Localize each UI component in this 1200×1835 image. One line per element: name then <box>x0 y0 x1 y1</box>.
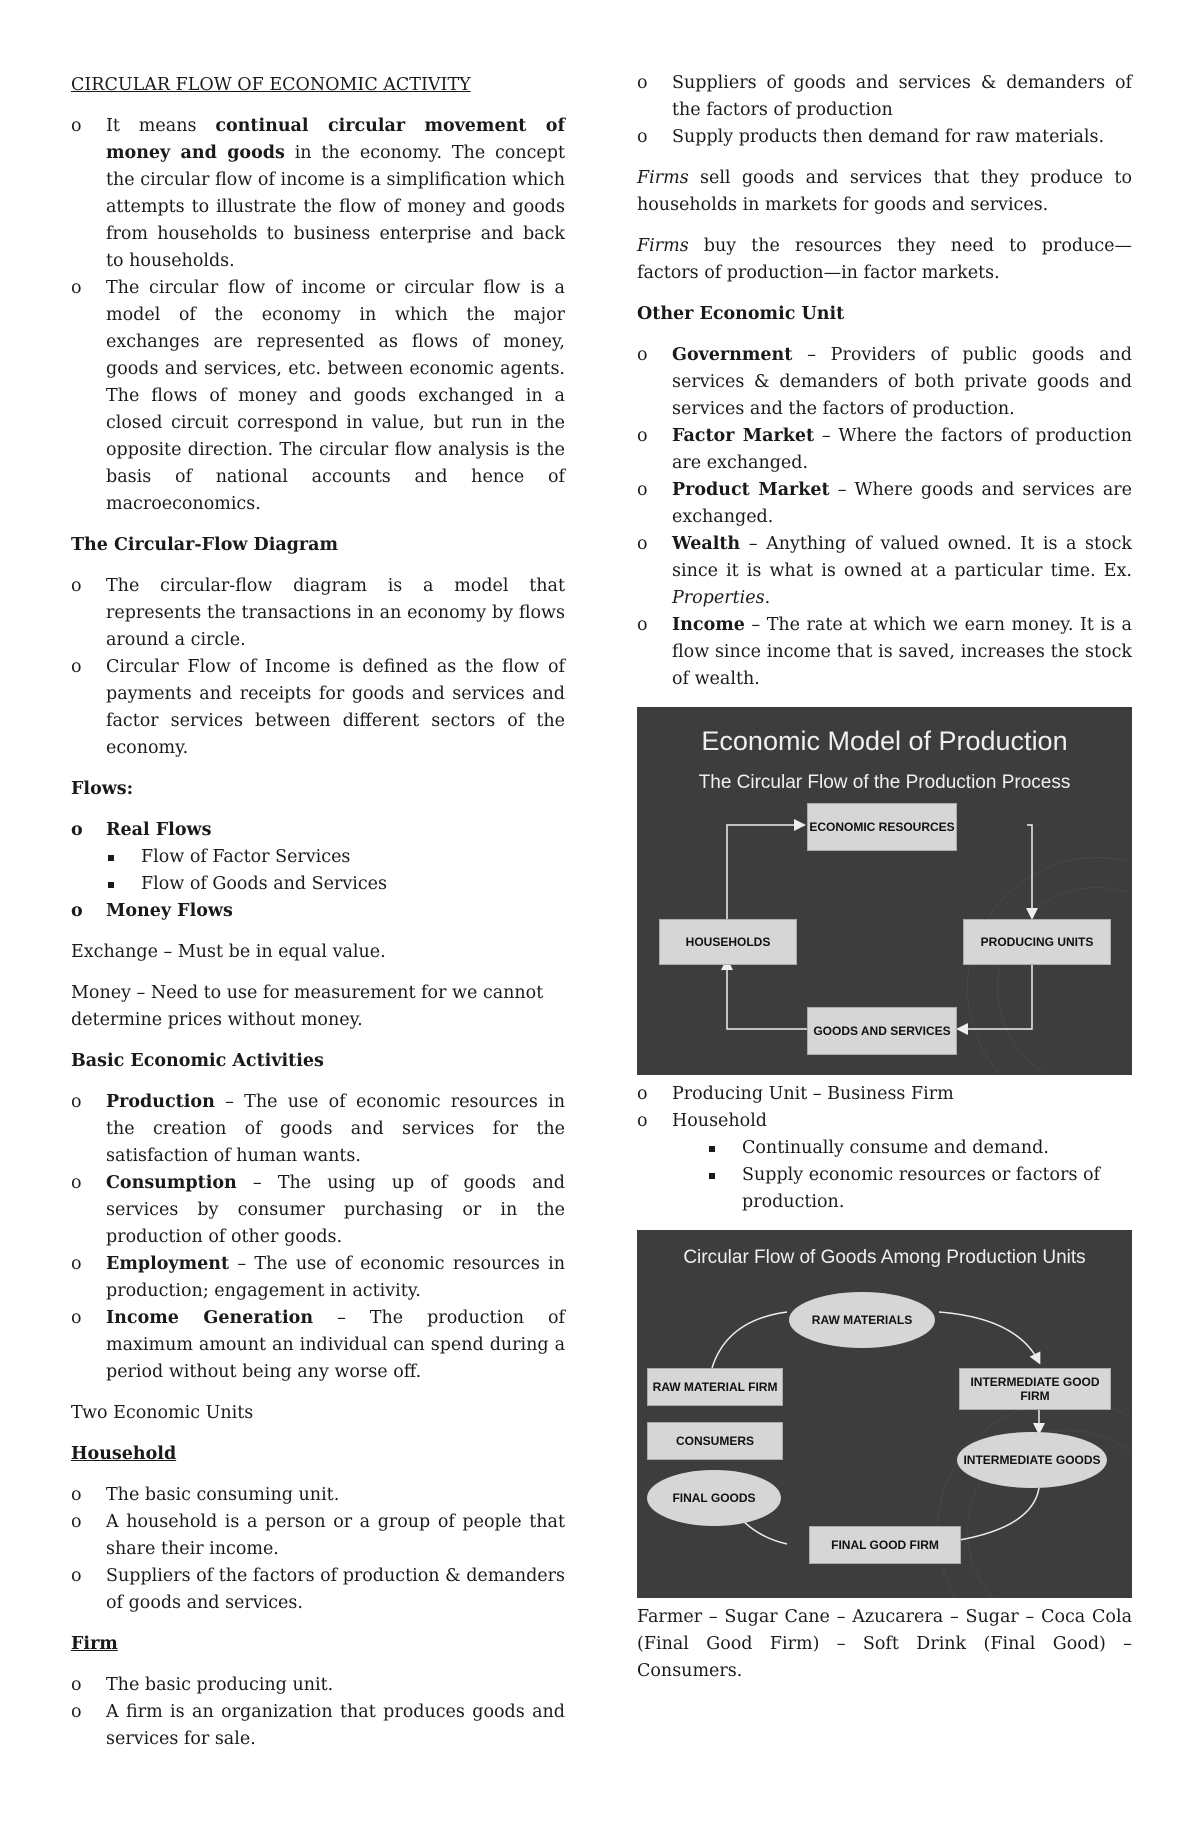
firm-continued-list <box>637 70 1132 151</box>
raw-materials-node: RAW MATERIALS <box>789 1292 935 1348</box>
list-item: o A household is a person or a group of people that share their income. <box>71 1509 565 1563</box>
goods-flow-diagram <box>637 1230 1132 1598</box>
term: Income <box>672 615 745 635</box>
two-units-text: Two Economic Units <box>71 1403 254 1423</box>
list-item <box>637 1108 1132 1216</box>
consumers-box: CONSUMERS <box>647 1422 783 1460</box>
list-item <box>71 898 565 925</box>
list-item: o The basic producing unit. <box>71 1672 565 1699</box>
list-item <box>71 1089 565 1170</box>
term: Production <box>106 1092 215 1112</box>
list-item: o Producing Unit – Business Firm <box>637 1081 1132 1108</box>
firms-sell-text <box>637 165 1132 219</box>
list-item: o Suppliers of goods and services & demanders of the factors of production <box>637 70 1132 124</box>
final-good-firm-box: FINAL GOOD FIRM <box>809 1526 961 1564</box>
definition: – The use of economic resources in production; engagement in activity. <box>106 1254 565 1301</box>
arrow <box>939 1312 1039 1362</box>
list-item: o The basic consuming unit. <box>71 1482 565 1509</box>
list-item <box>637 612 1132 693</box>
term: Consumption <box>106 1173 237 1193</box>
definition: – The rate at which we earn money. It is a flow since income that is saved, increases the stock of wealth. <box>672 615 1132 689</box>
document-title: CIRCULAR FLOW OF ECONOMIC ACTIVITY <box>71 75 471 95</box>
goods-and-services-box: GOODS AND SERVICES <box>807 1007 957 1055</box>
list-item <box>637 342 1132 423</box>
example-chain-text: Farmer – Sugar Cane – Azucarera – Sugar – Coca Cola (Final Good Firm) – Soft Drink (Final Good) – Consumers. <box>637 1607 1132 1681</box>
arrow <box>727 961 807 1029</box>
arrow <box>712 1312 787 1368</box>
section-heading-other-economic-unit: Other Economic Unit <box>637 304 845 324</box>
right-column <box>637 0 1132 1699</box>
raw-material-firm-box: RAW MATERIAL FIRM <box>647 1368 783 1406</box>
list-item <box>71 113 565 275</box>
diagram-title: Economic Model of Production <box>701 726 1068 756</box>
economic-resources-box: ECONOMIC RESOURCES <box>807 803 957 851</box>
term: Product Market <box>672 480 830 500</box>
left-column <box>71 0 565 1767</box>
producing-units-box: PRODUCING UNITS <box>963 919 1111 965</box>
term: Government <box>672 345 793 365</box>
firm-list <box>71 1672 565 1753</box>
list-item: o The circular-flow diagram is a model that represents the transactions in an economy by flows around a circle. <box>71 573 565 654</box>
punctuation: . <box>764 588 771 608</box>
list-item: o The circular flow of income or circular flow is a model of the economy in which the major exchanges are represented as flows of money, goods and services, etc. between economic agents. The flows of money and goods exchanged in a closed circuit correspond in value, but run in the opposite direction. The circular flow analysis is the basis of national accounts and hence of macroeconomics. <box>71 275 565 518</box>
list-item: Continually consume and demand. <box>707 1135 1132 1162</box>
firms-term: Firms <box>637 168 689 188</box>
real-flows-label: Real Flows <box>106 820 212 840</box>
section-heading-circular-flow-diagram: The Circular-Flow Diagram <box>71 535 338 555</box>
definition: – The use of economic resources in the creation of goods and services for the satisfaction of human wants. <box>106 1092 565 1166</box>
list-item <box>637 423 1132 477</box>
after-diagram-list <box>637 1081 1132 1216</box>
diagram-title: Circular Flow of Goods Among Production Units <box>683 1247 1086 1268</box>
intro-text: in the economy. The concept the circular flow of income is a simplification which attempts to illustrate the flow of money and goods from households to business enterprise and back to households. <box>106 143 565 271</box>
list-item: o Supply products then demand for raw materials. <box>637 124 1132 151</box>
term: Income Generation <box>106 1308 314 1328</box>
list-item <box>71 1170 565 1251</box>
production-model-diagram <box>637 707 1132 1075</box>
list-item: o Suppliers of the factors of production & demanders of goods and services. <box>71 1563 565 1617</box>
activities-list <box>71 1089 565 1386</box>
other-units-list <box>637 342 1132 693</box>
final-goods-node: FINAL GOODS <box>647 1470 781 1526</box>
list-item <box>71 1251 565 1305</box>
section-heading-basic-economic-activities: Basic Economic Activities <box>71 1051 324 1071</box>
intro-text: It means <box>106 116 216 136</box>
list-item <box>71 817 565 898</box>
example-term: Properties <box>672 588 765 608</box>
household-label: Household <box>672 1111 768 1131</box>
list-item <box>637 531 1132 612</box>
list-item <box>71 1305 565 1386</box>
term: Factor Market <box>672 426 815 446</box>
household-list <box>71 1482 565 1617</box>
real-flows-sublist <box>106 844 565 898</box>
firms-buy-body: buy the resources they need to produce— factors of production—in factor markets. <box>637 236 1132 283</box>
list-item: o A firm is an organization that produces goods and services for sale. <box>71 1699 565 1753</box>
intro-list <box>71 113 565 518</box>
households-box: HOUSEHOLDS <box>659 919 797 965</box>
household-sublist <box>707 1135 1132 1216</box>
diagram-subtitle: The Circular Flow of the Production Process <box>698 772 1071 793</box>
list-item: Supply economic resources or factors of production. <box>707 1162 1132 1216</box>
intro-emphasis: continual circular movement of money and goods <box>106 116 565 163</box>
list-item: o Circular Flow of Income is defined as the flow of payments and receipts for goods and services and factor services between different sectors of the economy. <box>71 654 565 762</box>
definition: – Where the factors of production are exchanged. <box>672 426 1133 473</box>
term: Employment <box>106 1254 230 1274</box>
flows-list <box>71 817 565 925</box>
list-item <box>637 477 1132 531</box>
definition: – The using up of goods and services by consumer purchasing or in the production of other goods. <box>106 1173 565 1247</box>
money-text: Money – Need to use for measurement for we cannot determine prices without money. <box>71 983 544 1030</box>
definition: – Providers of public goods and services & demanders of both private goods and services and the factors of production. <box>672 345 1132 419</box>
firms-buy-text <box>637 233 1132 287</box>
intermediate-goods-node: INTERMEDIATE GOODS <box>957 1432 1107 1488</box>
list-item: Flow of Factor Services <box>106 844 565 871</box>
flows-heading: Flows: <box>71 779 134 799</box>
definition: – Anything of valued owned. It is a stock since it is what is owned at a particular time. Ex. <box>672 534 1132 581</box>
cfd-list <box>71 573 565 762</box>
section-heading-firm: Firm <box>71 1634 118 1654</box>
intermediate-good-firm-box: INTERMEDIATE GOOD FIRM <box>959 1368 1111 1410</box>
definition: – Where goods and services are exchanged. <box>672 480 1132 527</box>
definition: – The production of maximum amount an individual can spend during a period without being any worse off. <box>106 1308 565 1382</box>
firms-term: Firms <box>637 236 689 256</box>
firms-sell-body: sell goods and services that they produce to households in markets for goods and services. <box>637 168 1132 215</box>
arrow <box>727 825 803 919</box>
arrow <box>1027 825 1032 917</box>
exchange-text: Exchange – Must be in equal value. <box>71 942 386 962</box>
money-flows-label: Money Flows <box>106 901 233 921</box>
term: Wealth <box>672 534 741 554</box>
section-heading-household: Household <box>71 1444 177 1464</box>
list-item: Flow of Goods and Services <box>106 871 565 898</box>
arrow <box>959 955 1032 1029</box>
